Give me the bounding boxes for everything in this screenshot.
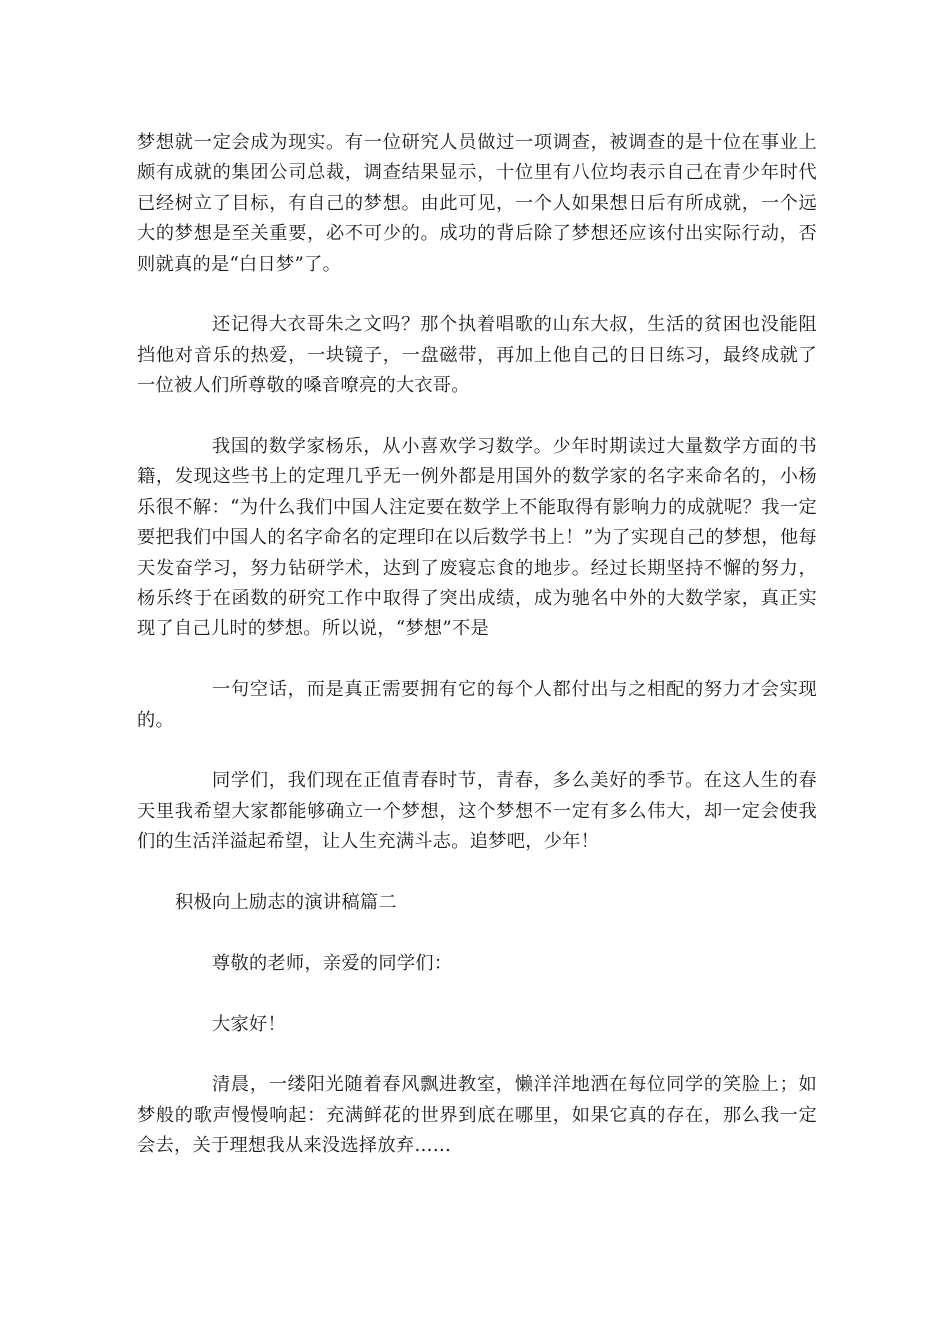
paragraph-not-empty-words: 一句空话，而是真正需要拥有它的每个人都付出与之相配的努力才会实现的。: [137, 679, 817, 731]
paragraph-youth: 同学们，我们现在正值青春时节，青春，多么美好的季节。在这人生的春天里我希望大家都能够确立一个梦想，这个梦想不一定有多么伟大，却一定会使我们的生活洋溢起希望，让人生充满斗志。追梦吧，少年！: [137, 770, 817, 853]
greeting-line: 尊敬的老师，亲爱的同学们：: [212, 952, 453, 974]
document-body: [137, 128, 817, 1192]
hello-line: 大家好！: [212, 1013, 286, 1035]
section-title: 积极向上励志的演讲稿篇二: [175, 892, 397, 914]
paragraph-yang-le: 我国的数学家杨乐，从小喜欢学习数学。少年时期读过大量数学方面的书籍，发现这些书上的定理几乎无一例外都是用国外的数学家的名字来命名的，小杨乐很不解：“为什么我们中国人注定要在数学上不能取得有影响力的成就呢？我一定要把我们中国人的名字命名的定理印在以后数学书上！”为了实现自己的梦想，他每天发奋学习，努力钻研学术，达到了废寝忘食的地步。经过长期坚持不懈的努力，杨乐终于在函数的研究工作中取得了突出成绩，成为驰名中外的大数学家，真正实现了自己儿时的梦想。所以说，“梦想”不是: [137, 436, 817, 640]
paragraph-dream-reality: 梦想就一定会成为现实。有一位研究人员做过一项调查，被调查的是十位在事业上颇有成就的集团公司总裁，调查结果显示，十位里有八位均表示自己在青少年时代已经树立了目标，有自己的梦想。由此可见，一个人如果想日后有所成就，一个远大的梦想是至关重要，必不可少的。成功的背后除了梦想还应该付出实际行动，否则就真的是“白日梦”了。: [137, 132, 817, 275]
paragraph-opening: 清晨，一缕阳光随着春风飘进教室，懒洋洋地洒在每位同学的笑脸上；如梦般的歌声慢慢响起：充满鲜花的世界到底在哪里，如果它真的存在，那么我一定会去，关于理想我从来没选择放弃……: [137, 1074, 817, 1157]
paragraph-zhu-zhiwen: 还记得大衣哥朱之文吗？那个执着唱歌的山东大叔，生活的贫困也没能阻挡他对音乐的热爱，一块镜子，一盘磁带，再加上他自己的日日练习，最终成就了一位被人们所尊敬的嗓音嘹亮的大衣哥。: [137, 314, 817, 397]
